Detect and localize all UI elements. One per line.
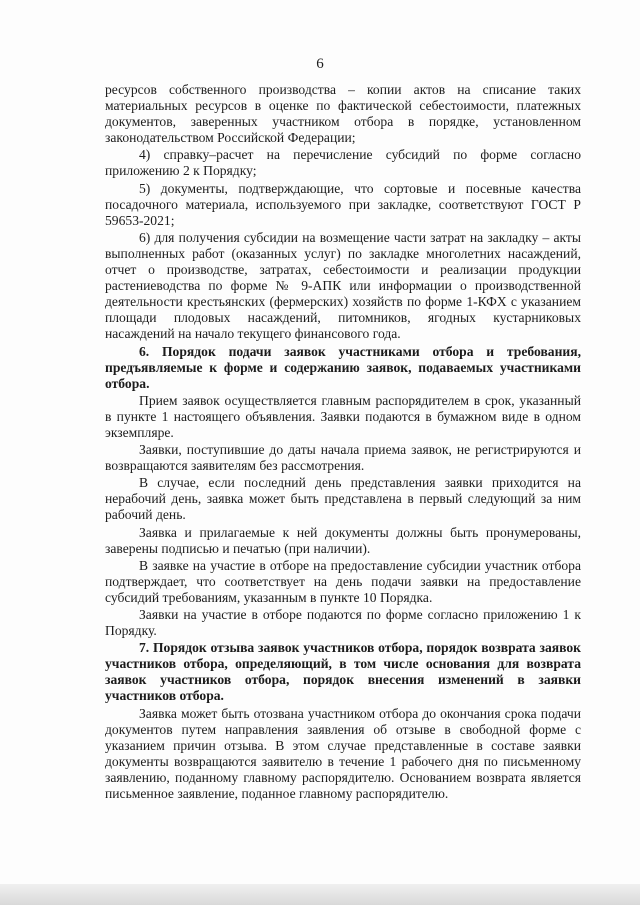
list-item-6: 6) для получения субсидии на возмещение части затрат на закладку – акты выполненных работ (оказанных услуг) по закладке многолетних насаждений, отчет о производстве, затратах, себестоимости и реализации продукции растениеводства по форме № 9-АПК или информации о производственной деятельности крестьянских (фермерских) хозяйств по форме 1-КФХ с указанием площади плодовых насаждений, питомников, ягодных кустарниковых насаждений на начало текущего финансового года. [105, 229, 581, 342]
paragraph-form: Заявки на участие в отборе подаются по форме согласно приложению 1 к Порядку. [105, 607, 581, 639]
paragraph-confirmation: В заявке на участие в отборе на предоставление субсидии участник отбора подтверждает, что соответствует на день подачи заявки на предоставление субсидий требованиям, указанным в пункте 10 Порядка. [105, 557, 581, 605]
section-heading-6: 6. Порядок подачи заявок участниками отбора и требования, предъявляемые к форме и содержанию заявок, подаваемых участниками отбора. [105, 343, 581, 391]
list-item-5: 5) документы, подтверждающие, что сортовые и посевные качества посадочного материала, используемого при закладке, соответствуют ГОСТ Р 59653-2021; [105, 180, 581, 228]
paragraph-withdrawal: Заявка может быть отозвана участником отбора до окончания срока подачи документов путем направления заявления об отзыве в свободной форме с указанием причин отзыва. В этом случае представленные в составе заявки документы возвращаются заявителю в течение 1 рабочего дня по письменному заявлению, поданному главному распорядителю. Основанием возврата является письменное заявление, поданное главному распорядителю. [105, 705, 581, 802]
page-number: 6 [316, 56, 324, 72]
document-body [105, 82, 581, 802]
list-item-4: 4) справку–расчет на перечисление субсидий по форме согласно приложению 2 к Порядку; [105, 147, 581, 179]
paragraph-nonworking-day: В случае, если последний день представления заявки приходится на нерабочий день, заявка может быть представлена в первый следующий за ним рабочий день. [105, 475, 581, 523]
paragraph-continuation: ресурсов собственного производства – копии актов на списание таких материальных ресурсов в оценке по фактической себестоимости, платежных документов, заверенных участником отбора в порядке, установленном законодательством Российской Федерации; [105, 82, 581, 146]
paragraph-reception: Прием заявок осуществляется главным распорядителем в срок, указанный в пункте 1 настоящего объявления. Заявки подаются в бумажном виде в одном экземпляре. [105, 392, 581, 440]
paragraph-early-applications: Заявки, поступившие до даты начала приема заявок, не регистрируются и возвращаются заявителям без рассмотрения. [105, 442, 581, 474]
paragraph-numbering: Заявка и прилагаемые к ней документы должны быть пронумерованы, заверены подписью и печатью (при наличии). [105, 524, 581, 556]
scan-bottom-edge [0, 884, 640, 905]
section-heading-7: 7. Порядок отзыва заявок участников отбора, порядок возврата заявок участников отбора, определяющий, в том числе основания для возврата заявок участников отбора, порядок внесения изменений в заявки участников отбора. [105, 640, 581, 704]
